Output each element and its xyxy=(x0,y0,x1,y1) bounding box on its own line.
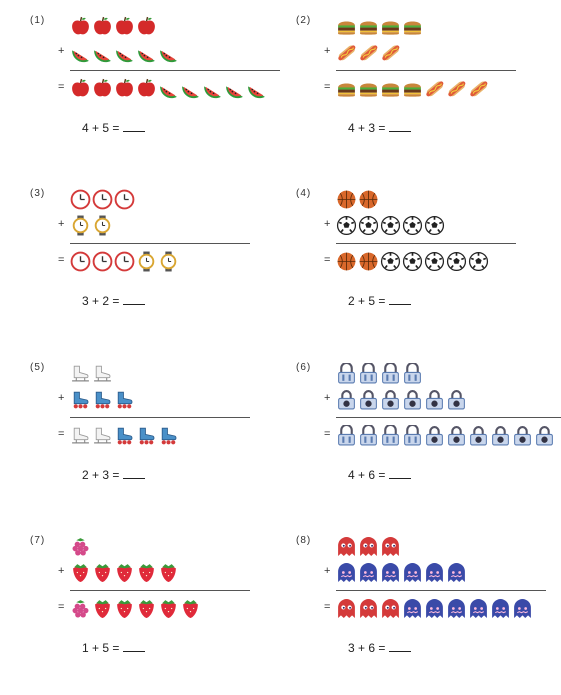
soccer-ball-icon xyxy=(468,251,489,272)
strawberry-icon xyxy=(92,562,113,583)
open-lock-icon xyxy=(336,363,357,384)
watermelon-icon xyxy=(70,42,91,63)
burger-icon xyxy=(336,78,357,99)
red-ghost-icon xyxy=(358,598,379,619)
equation xyxy=(82,119,145,135)
clock-icon xyxy=(92,189,113,210)
addend-row-1 xyxy=(70,188,136,210)
red-ghost-icon xyxy=(380,598,401,619)
problem-number: (7) xyxy=(30,535,46,546)
addend-row-2 xyxy=(336,214,446,236)
addend-row-1 xyxy=(70,15,158,37)
watermelon-icon xyxy=(180,78,201,99)
equals-sign: = xyxy=(324,254,331,266)
equals-sign: = xyxy=(58,601,65,613)
soccer-ball-icon xyxy=(380,251,401,272)
sum-line xyxy=(336,70,516,71)
problem-5 xyxy=(30,362,300,522)
burger-icon xyxy=(358,78,379,99)
watermelon-icon xyxy=(202,78,223,99)
answer-blank[interactable] xyxy=(123,466,145,479)
sum-row xyxy=(70,77,268,99)
addend-row-2 xyxy=(70,41,180,63)
equation-text: 4 + 6 = xyxy=(348,468,386,482)
closed-lock-icon xyxy=(336,389,357,410)
equation xyxy=(82,639,145,655)
red-ghost-icon xyxy=(358,536,379,557)
equals-sign: = xyxy=(58,254,65,266)
strawberry-icon xyxy=(114,562,135,583)
raspberry-icon xyxy=(70,536,91,557)
soccer-ball-icon xyxy=(336,215,357,236)
open-lock-icon xyxy=(380,425,401,446)
problem-1 xyxy=(30,15,300,175)
answer-blank[interactable] xyxy=(123,119,145,132)
roller-skate-icon xyxy=(114,425,135,446)
burger-icon xyxy=(336,16,357,37)
hotdog-icon xyxy=(336,42,357,63)
blue-ghost-icon xyxy=(336,562,357,583)
sum-row xyxy=(336,424,556,446)
sum-line xyxy=(336,417,561,418)
red-ghost-icon xyxy=(380,536,401,557)
plus-sign: + xyxy=(58,218,65,230)
blue-ghost-icon xyxy=(402,598,423,619)
addend-row-1 xyxy=(336,188,380,210)
apple-icon xyxy=(92,16,113,37)
sum-line xyxy=(336,243,516,244)
watch-icon xyxy=(70,215,91,236)
plus-sign: + xyxy=(58,45,65,57)
equation-text: 4 + 3 = xyxy=(348,121,386,135)
equation-text: 3 + 2 = xyxy=(82,294,120,308)
apple-icon xyxy=(136,16,157,37)
equals-sign: = xyxy=(324,428,331,440)
plus-sign: + xyxy=(58,565,65,577)
equation xyxy=(82,466,145,482)
addend-row-1 xyxy=(336,362,424,384)
clock-icon xyxy=(70,189,91,210)
ice-skate-icon xyxy=(92,363,113,384)
answer-blank[interactable] xyxy=(389,466,411,479)
strawberry-icon xyxy=(180,598,201,619)
open-lock-icon xyxy=(380,363,401,384)
blue-ghost-icon xyxy=(358,562,379,583)
burger-icon xyxy=(358,16,379,37)
hotdog-icon xyxy=(446,78,467,99)
blue-ghost-icon xyxy=(446,562,467,583)
watermelon-icon xyxy=(224,78,245,99)
open-lock-icon xyxy=(336,425,357,446)
equals-sign: = xyxy=(58,428,65,440)
closed-lock-icon xyxy=(468,425,489,446)
closed-lock-icon xyxy=(424,389,445,410)
equals-sign: = xyxy=(324,601,331,613)
apple-icon xyxy=(70,16,91,37)
addend-row-1 xyxy=(70,535,92,557)
open-lock-icon xyxy=(358,363,379,384)
closed-lock-icon xyxy=(512,425,533,446)
sum-line xyxy=(336,590,546,591)
problem-6 xyxy=(296,362,561,522)
problem-4 xyxy=(296,188,561,348)
problem-number: (3) xyxy=(30,188,46,199)
problem-number: (8) xyxy=(296,535,312,546)
soccer-ball-icon xyxy=(424,215,445,236)
sum-row xyxy=(70,424,180,446)
hotdog-icon xyxy=(358,42,379,63)
apple-icon xyxy=(114,78,135,99)
watch-icon xyxy=(158,251,179,272)
addend-row-2 xyxy=(70,214,114,236)
roller-skate-icon xyxy=(136,425,157,446)
open-lock-icon xyxy=(402,363,423,384)
equals-sign: = xyxy=(58,81,65,93)
closed-lock-icon xyxy=(380,389,401,410)
clock-icon xyxy=(114,189,135,210)
closed-lock-icon xyxy=(402,389,423,410)
strawberry-icon xyxy=(70,562,91,583)
strawberry-icon xyxy=(114,598,135,619)
blue-ghost-icon xyxy=(490,598,511,619)
sum-line xyxy=(70,590,250,591)
equation-text: 3 + 6 = xyxy=(348,641,386,655)
raspberry-icon xyxy=(70,598,91,619)
equation-text: 4 + 5 = xyxy=(82,121,120,135)
sum-row xyxy=(336,77,490,99)
blue-ghost-icon xyxy=(402,562,423,583)
basketball-icon xyxy=(358,251,379,272)
closed-lock-icon xyxy=(446,389,467,410)
watermelon-icon xyxy=(114,42,135,63)
watch-icon xyxy=(136,251,157,272)
apple-icon xyxy=(70,78,91,99)
problem-number: (1) xyxy=(30,15,46,26)
roller-skate-icon xyxy=(114,389,135,410)
soccer-ball-icon xyxy=(402,215,423,236)
watermelon-icon xyxy=(92,42,113,63)
soccer-ball-icon xyxy=(446,251,467,272)
equation xyxy=(348,639,411,655)
apple-icon xyxy=(114,16,135,37)
burger-icon xyxy=(402,16,423,37)
soccer-ball-icon xyxy=(402,251,423,272)
watermelon-icon xyxy=(136,42,157,63)
plus-sign: + xyxy=(324,392,331,404)
closed-lock-icon xyxy=(446,425,467,446)
problem-number: (4) xyxy=(296,188,312,199)
addend-row-2 xyxy=(336,41,402,63)
problem-number: (2) xyxy=(296,15,312,26)
problem-2 xyxy=(296,15,561,175)
equation xyxy=(348,119,411,135)
ice-skate-icon xyxy=(70,363,91,384)
red-ghost-icon xyxy=(336,598,357,619)
basketball-icon xyxy=(358,189,379,210)
soccer-ball-icon xyxy=(358,215,379,236)
addend-row-1 xyxy=(336,15,424,37)
open-lock-icon xyxy=(402,425,423,446)
watch-icon xyxy=(92,215,113,236)
basketball-icon xyxy=(336,189,357,210)
sum-line xyxy=(70,417,250,418)
addend-row-2 xyxy=(70,561,180,583)
plus-sign: + xyxy=(58,392,65,404)
answer-blank[interactable] xyxy=(389,119,411,132)
plus-sign: + xyxy=(324,565,331,577)
open-lock-icon xyxy=(358,425,379,446)
answer-blank[interactable] xyxy=(123,292,145,305)
equation xyxy=(348,292,411,308)
roller-skate-icon xyxy=(70,389,91,410)
basketball-icon xyxy=(336,251,357,272)
plus-sign: + xyxy=(324,45,331,57)
addend-row-2 xyxy=(70,388,136,410)
plus-sign: + xyxy=(324,218,331,230)
problem-3 xyxy=(30,188,300,348)
sum-row xyxy=(336,597,534,619)
addend-row-2 xyxy=(336,388,468,410)
blue-ghost-icon xyxy=(424,598,445,619)
addend-row-2 xyxy=(336,561,468,583)
burger-icon xyxy=(380,16,401,37)
blue-ghost-icon xyxy=(446,598,467,619)
blue-ghost-icon xyxy=(468,598,489,619)
hotdog-icon xyxy=(380,42,401,63)
watermelon-icon xyxy=(246,78,267,99)
equation xyxy=(82,292,145,308)
closed-lock-icon xyxy=(358,389,379,410)
answer-blank[interactable] xyxy=(123,639,145,652)
ice-skate-icon xyxy=(92,425,113,446)
answer-blank[interactable] xyxy=(389,639,411,652)
roller-skate-icon xyxy=(158,425,179,446)
clock-icon xyxy=(114,251,135,272)
apple-icon xyxy=(92,78,113,99)
watermelon-icon xyxy=(158,42,179,63)
problem-number: (5) xyxy=(30,362,46,373)
equation xyxy=(348,466,411,482)
addend-row-1 xyxy=(336,535,402,557)
sum-row xyxy=(336,250,490,272)
blue-ghost-icon xyxy=(424,562,445,583)
equation-text: 2 + 5 = xyxy=(348,294,386,308)
equation-text: 2 + 3 = xyxy=(82,468,120,482)
strawberry-icon xyxy=(158,562,179,583)
equation-text: 1 + 5 = xyxy=(82,641,120,655)
clock-icon xyxy=(92,251,113,272)
ice-skate-icon xyxy=(70,425,91,446)
problem-8 xyxy=(296,535,561,695)
blue-ghost-icon xyxy=(512,598,533,619)
sum-row xyxy=(70,250,180,272)
burger-icon xyxy=(402,78,423,99)
clock-icon xyxy=(70,251,91,272)
red-ghost-icon xyxy=(336,536,357,557)
soccer-ball-icon xyxy=(424,251,445,272)
watermelon-icon xyxy=(158,78,179,99)
strawberry-icon xyxy=(136,598,157,619)
closed-lock-icon xyxy=(490,425,511,446)
problem-number: (6) xyxy=(296,362,312,373)
hotdog-icon xyxy=(468,78,489,99)
sum-line xyxy=(70,70,280,71)
closed-lock-icon xyxy=(534,425,555,446)
burger-icon xyxy=(380,78,401,99)
addend-row-1 xyxy=(70,362,114,384)
apple-icon xyxy=(136,78,157,99)
blue-ghost-icon xyxy=(380,562,401,583)
roller-skate-icon xyxy=(92,389,113,410)
sum-line xyxy=(70,243,250,244)
equals-sign: = xyxy=(324,81,331,93)
strawberry-icon xyxy=(136,562,157,583)
soccer-ball-icon xyxy=(380,215,401,236)
sum-row xyxy=(70,597,202,619)
hotdog-icon xyxy=(424,78,445,99)
strawberry-icon xyxy=(158,598,179,619)
problem-7 xyxy=(30,535,300,695)
strawberry-icon xyxy=(92,598,113,619)
answer-blank[interactable] xyxy=(389,292,411,305)
closed-lock-icon xyxy=(424,425,445,446)
